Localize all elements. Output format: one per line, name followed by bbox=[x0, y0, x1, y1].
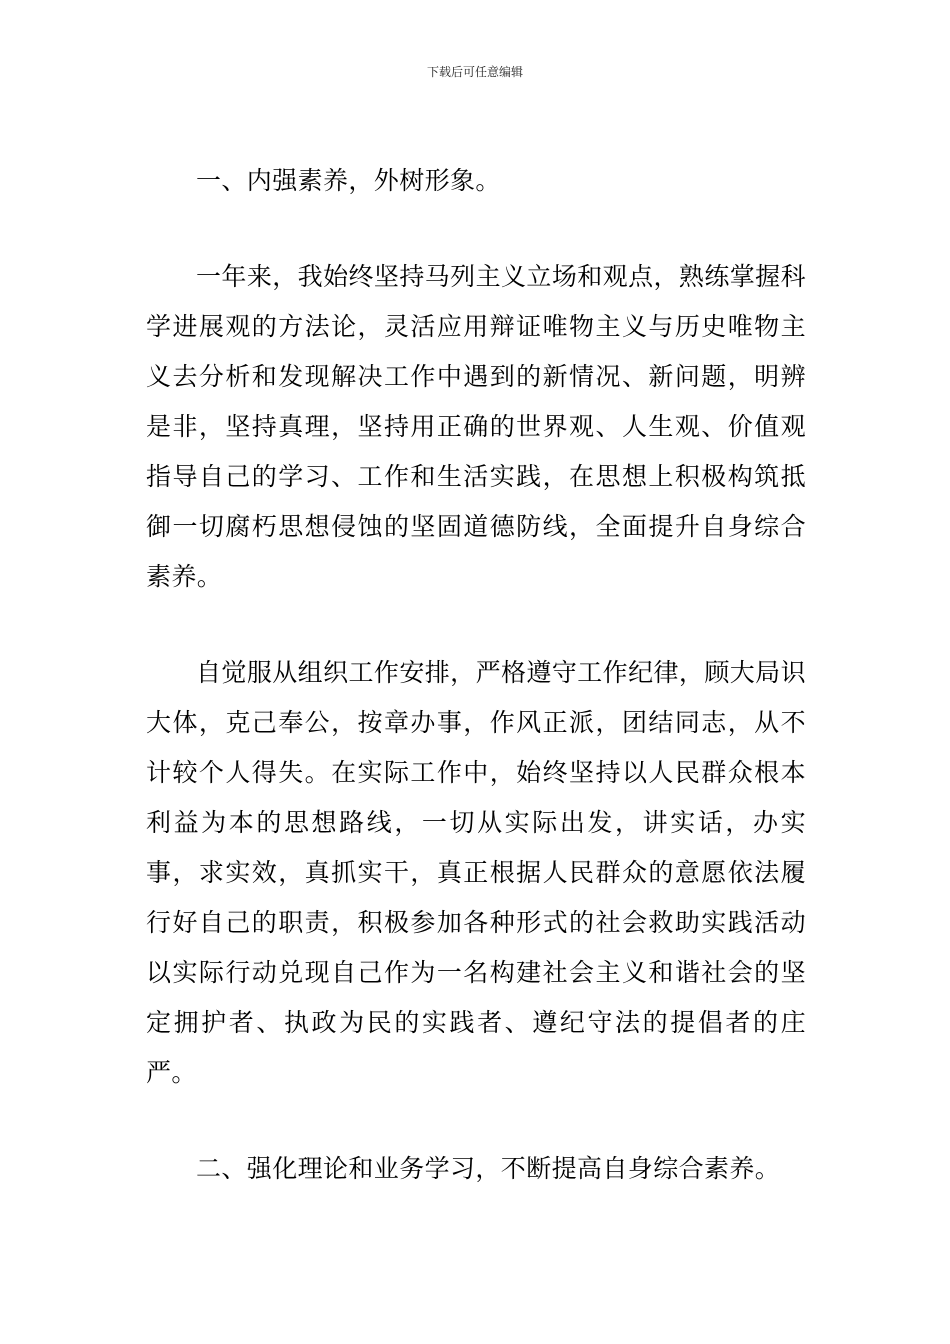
paragraph-2: 自觉服从组织工作安排，严格遵守工作纪律，顾大局识大体，克己奉公，按章办事，作风正派，团结同志，从不计较个人得失。在实际工作中，始终坚持以人民群众根本利益为本的思想路线，一切从实际出发，讲实话，办实事，求实效，真抓实干，真正根据人民群众的意愿依法履行好自己的职责，积极参加各种形式的社会救助实践活动以实际行动兑现自己作为一名构建社会主义和谐社会的坚定拥护者、执政为民的实践者、遵纪守法的提倡者的庄严。 bbox=[146, 658, 806, 1087]
paragraph-1: 一年来，我始终坚持马列主义立场和观点，熟练掌握科学进展观的方法论，灵活应用辩证唯物主义与历史唯物主义去分析和发现解决工作中遇到的新情况、新问题，明辨是非，坚持真理，坚持用正确的世界观、人生观、价值观指导自己的学习、工作和生活实践，在思想上积极构筑抵御一切腐朽思想侵蚀的坚固道德防线，全面提升自身综合素养。 bbox=[146, 262, 806, 591]
document-body bbox=[146, 156, 806, 1194]
header-note: 下载后可任意编辑 bbox=[426, 65, 523, 79]
section-heading-2: 二、强化理论和业务学习，不断提高自身综合素养。 bbox=[196, 1154, 781, 1183]
section-heading-1: 一、内强素养，外树形象。 bbox=[196, 166, 501, 195]
